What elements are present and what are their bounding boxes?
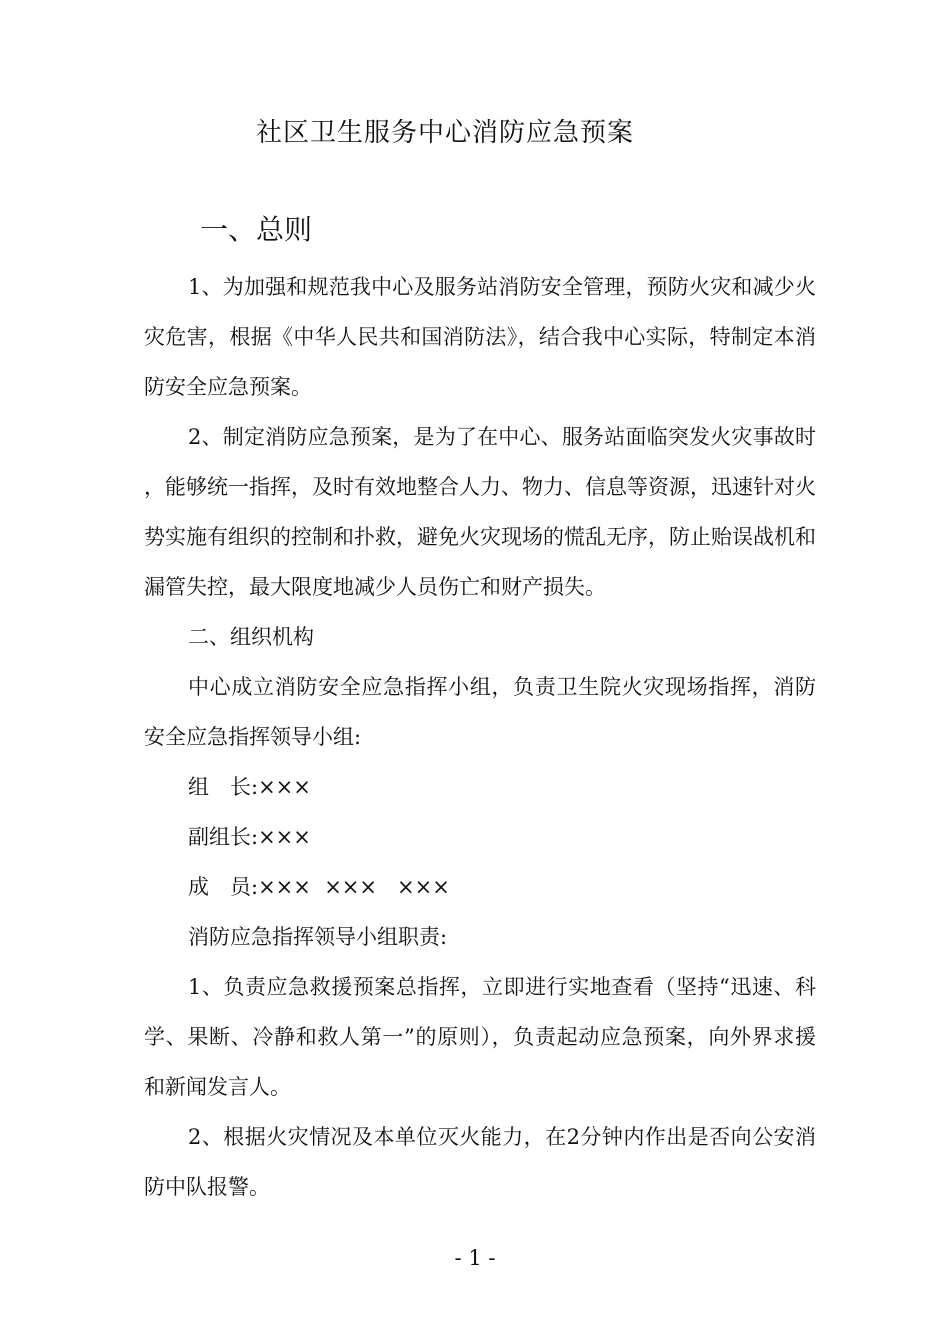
paragraph-duty-1: 1、负责应急救援预案总指挥，立即进行实地查看（坚持“迅速、科学、果断、冷静和救人第一”的原则），负责起动应急预案，向外界求援和新闻发言人。 [144,975,816,1099]
paragraph-duties-heading: 消防应急指挥领导小组职责: [188,925,448,949]
section-heading-general: 一、总则 [200,213,313,246]
member-members: 成 员:××× ××× ××× [188,875,450,899]
section-heading-organization: 二、组织机构 [188,625,314,649]
member-leader: 组 长:××× [188,775,311,799]
paragraph-objective: 2、制定消防应急预案，是为了在中心、服务站面临突发火灾事故时，能够统一指挥，及时有效地整合人力、物力、信息等资源，迅速针对火势实施有组织的控制和扑救，避免火灾现场的慌乱无序，防止贻误战机和漏管失控，最大限度地减少人员伤亡和财产损失。 [144,425,816,599]
paragraph-purpose: 1、为加强和规范我中心及服务站消防安全管理，预防火灾和减少火灾危害，根据《中华人民共和国消防法》，结合我中心实际，特制定本消防安全应急预案。 [144,275,816,399]
document-title: 社区卫生服务中心消防应急预案 [255,118,634,148]
member-deputy-leader: 副组长:××× [188,825,311,849]
paragraph-command-group: 中心成立消防安全应急指挥小组，负责卫生院火灾现场指挥，消防安全应急指挥领导小组: [144,675,816,749]
page-number: - 1 - [454,1246,496,1270]
paragraph-duty-2: 2、根据火灾情况及本单位灭火能力，在2分钟内作出是否向公安消防中队报警。 [144,1125,816,1199]
document-body [144,262,816,1212]
